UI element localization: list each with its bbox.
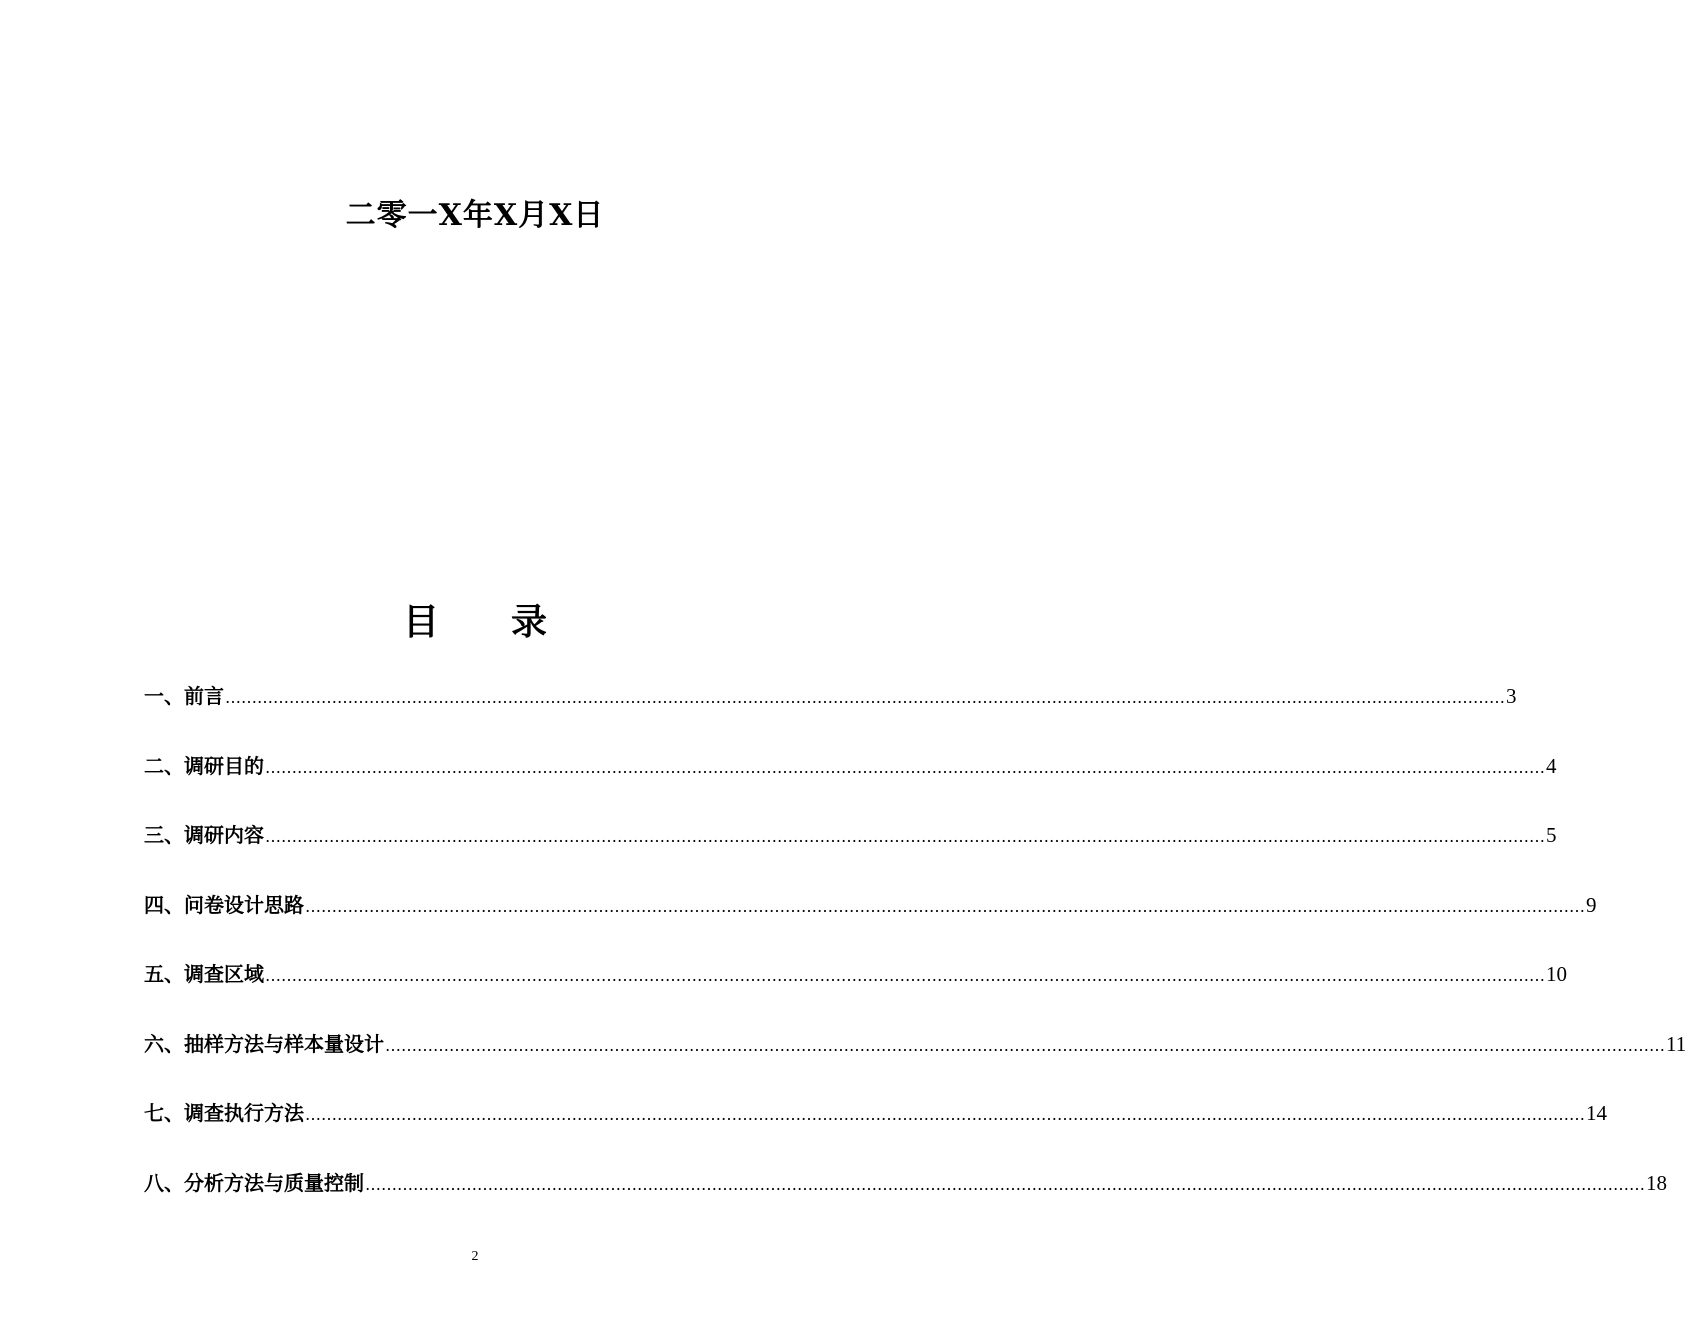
toc-item-label: 六、抽样方法与样本量设计	[144, 1031, 384, 1056]
toc-item-page: 9	[1586, 892, 1597, 917]
toc-item-page: 18	[1646, 1170, 1667, 1195]
toc-item-page: 11	[1666, 1031, 1686, 1056]
toc-item-page: 10	[1546, 962, 1567, 986]
toc-leader-dots: ……………………………………………………………………………………………………………………………………………………………………………………………………………………	[365, 1174, 1645, 1194]
toc-item-preface[interactable]	[144, 676, 1517, 746]
toc-item-page: 14	[1586, 1101, 1607, 1125]
toc-item-analysis[interactable]	[144, 1163, 1667, 1233]
page-number: 2	[471, 1249, 479, 1264]
toc-leader-dots: ……………………………………………………………………………………………………………………………………………………………………………………………………………………	[265, 827, 1545, 846]
toc-item-label: 四、问卷设计思路	[144, 892, 304, 917]
toc-item-label: 七、调查执行方法	[144, 1101, 304, 1125]
toc-leader-dots: ……………………………………………………………………………………………………………………………………………………………………………………………………………………	[265, 966, 1545, 985]
toc-item-questionnaire[interactable]	[144, 885, 1597, 955]
document-date: 二零一X年X月X日	[345, 198, 605, 233]
toc-item-page: 5	[1546, 823, 1557, 847]
toc-title	[0, 598, 950, 648]
toc-item-region[interactable]	[144, 954, 1567, 1024]
toc-item-sampling[interactable]	[144, 1024, 1686, 1094]
toc-leader-dots: ……………………………………………………………………………………………………………………………………………………………………………………………………………………	[305, 1105, 1585, 1124]
toc-item-label: 八、分析方法与质量控制	[144, 1170, 364, 1195]
toc-item-purpose[interactable]	[144, 746, 1557, 816]
toc-item-page: 3	[1506, 684, 1517, 708]
toc-list	[144, 676, 1686, 1232]
toc-leader-dots: ……………………………………………………………………………………………………………………………………………………………………………………………………………………	[225, 688, 1505, 707]
toc-item-content[interactable]	[144, 815, 1557, 885]
toc-item-label: 五、调查区域	[144, 962, 264, 986]
toc-title-left: 目	[402, 602, 439, 643]
toc-item-label: 一、前言	[144, 684, 224, 708]
toc-item-label: 三、调研内容	[144, 823, 264, 847]
toc-item-label: 二、调研目的	[144, 753, 264, 778]
toc-title-right: 录	[511, 602, 548, 643]
toc-leader-dots: ……………………………………………………………………………………………………………………………………………………………………………………………………………………	[305, 896, 1585, 916]
toc-item-page: 4	[1546, 753, 1557, 778]
toc-item-execution[interactable]	[144, 1093, 1607, 1163]
toc-leader-dots: ……………………………………………………………………………………………………………………………………………………………………………………………………………………	[265, 757, 1545, 777]
toc-leader-dots: ……………………………………………………………………………………………………………………………………………………………………………………………………………………	[385, 1035, 1665, 1055]
